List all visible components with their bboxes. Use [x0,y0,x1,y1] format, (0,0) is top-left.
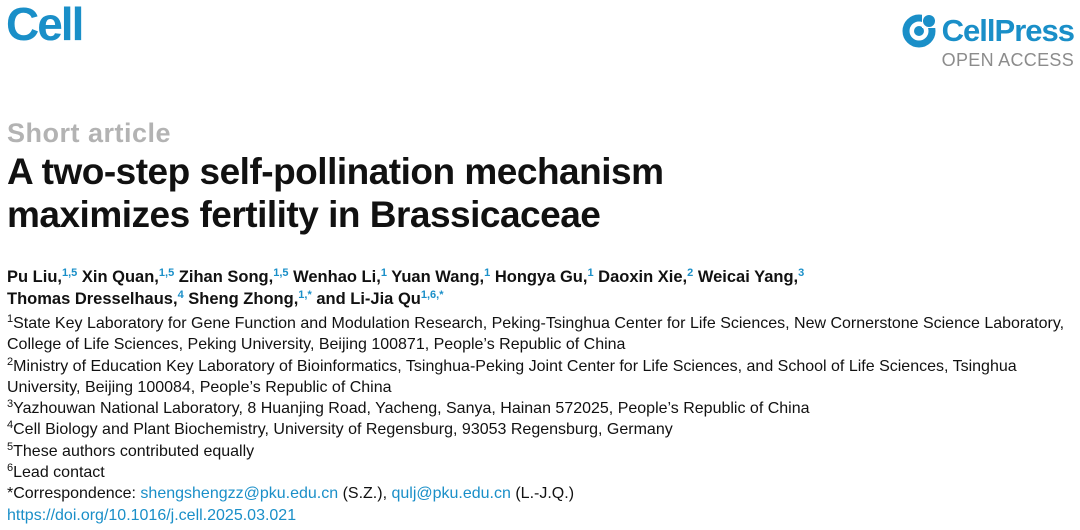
author-list [7,266,1067,310]
affiliation: $^6$Lead contact [7,462,105,482]
doi [7,505,1075,526]
correspondence-initials: (S.Z.), [338,485,392,503]
email-link[interactable]: shengshengzz@pku.edu.cn [140,485,339,503]
title-line: A two-step self-pollination mechanism [7,151,664,192]
article-type: Short article [7,118,172,148]
article-title [7,150,1007,236]
correspondence [7,483,1075,504]
correspondence-label: *Correspondence: [7,485,141,503]
publisher-name: CellPress [941,13,1074,48]
affiliation: $^5$These authors contributed equally [7,440,255,460]
author[interactable]: Wenhao Li,$^1$ [293,267,387,286]
author[interactable]: Pu Liu,$^{1,5}$ [7,267,78,286]
email-link[interactable]: qulj@pku.edu.cn [391,485,511,503]
author[interactable]: Weicai Yang,$^3$ [697,267,805,286]
cellpress-logo-icon [902,14,936,48]
affiliation: $^2$Ministry of Education Key Laboratory of Bioinformatics, Tsinghua-Peking Joint Center for Life Sciences, and School of Life Sciences, Tsinghua University, Beijing 100084, People’s Republic of China [7,355,1017,396]
author[interactable]: Xin Quan,$^{1,5}$ [81,267,175,286]
journal-logo: Cell [6,0,83,50]
open-access-label: OPEN ACCESS [941,50,1074,70]
author[interactable]: Daoxin Xie,$^2$ [598,267,694,286]
author[interactable]: Sheng Zhong,$^{1,*}$ [188,289,312,308]
affiliation: $^1$State Key Laboratory for Gene Function and Modulation Research, Peking-Tsinghua Center for Life Sciences, New Cornerstone Science Laboratory, College of Life Sciences, Peking University, Beijing 100871, People’s Republic of China [7,313,1065,354]
publisher-logo [902,14,1074,70]
title-line: maximizes fertility in Brassicaceae [7,194,601,235]
affiliation: $^4$Cell Biology and Plant Biochemistry, University of Regensburg, 93053 Regensburg, Germany [7,419,673,439]
doi-link[interactable]: https://doi.org/10.1016/j.cell.2025.03.021 [7,506,297,524]
correspondence-initials: (L.-J.Q.) [510,485,575,503]
author[interactable]: Hongya Gu,$^1$ [494,267,594,286]
author[interactable]: Yuan Wang,$^1$ [391,267,491,286]
author[interactable]: and Li-Jia $Qu^{1,6,*}$ [316,289,444,308]
author[interactable]: Thomas Dresselhaus,$^4$ [7,289,184,308]
affiliation: $^3$Yazhouwan National Laboratory, 8 Huanjing Road, Yacheng, Sanya, Hainan 572025, People’s Republic of China [7,398,810,418]
affiliations [7,313,1075,526]
author[interactable]: Zihan Song,$^{1,5}$ [178,267,289,286]
